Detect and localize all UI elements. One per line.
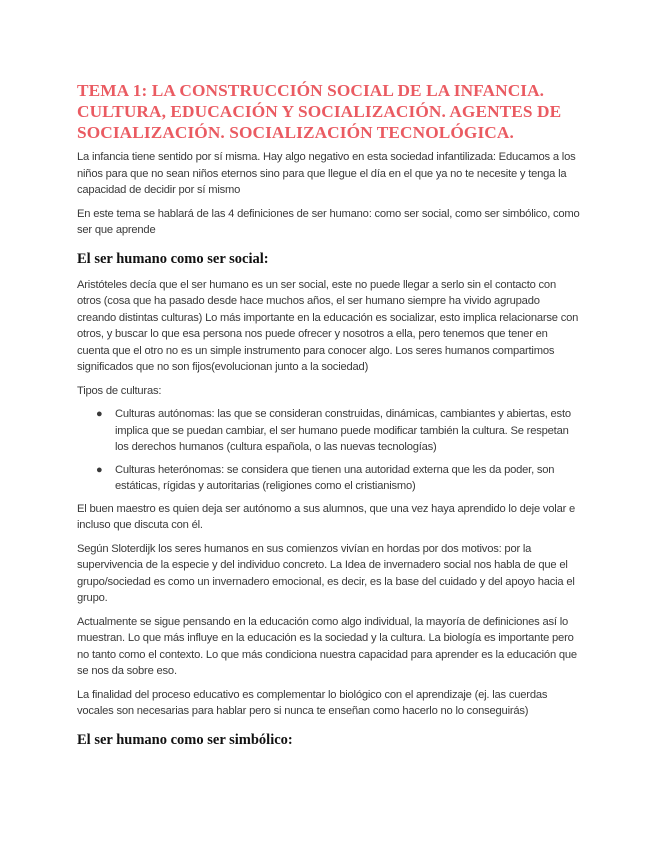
section-heading-social: El ser humano como ser social: bbox=[77, 250, 269, 267]
bullet-dot-icon: ● bbox=[96, 408, 103, 420]
culture-types-label: Tipos de culturas: bbox=[77, 384, 162, 397]
list-item-text: Culturas heterónomas: se considera que tienen una autoridad externa que les da poder, son estáticas, rígidas y autoritarias (religiones como el cristianismo) bbox=[115, 463, 555, 492]
social-paragraph-2: El buen maestro es quien deja ser autónomo a sus alumnos, que una vez haya aprendido lo deje volar e incluso que discuta con él. bbox=[77, 502, 576, 531]
list-item-text: Culturas autónomas: las que se consideran construidas, dinámicas, cambiantes y abiertas, esto implica que se puedan cambiar, el ser humano puede modificar también la cultura. Se respetan los derechos humanos (cultura española, o las nuevas tecnologías) bbox=[115, 408, 571, 453]
document-title: TEMA 1: LA CONSTRUCCIÓN SOCIAL DE LA INFANCIA. CULTURA, EDUCACIÓN Y SOCIALIZACIÓN. AGENTES DE SOCIALIZACIÓN. SOCIALIZACIÓN TECNOLÓGICA. bbox=[77, 81, 562, 142]
social-paragraph-4: Actualmente se sigue pensando en la educación como algo individual, la mayoría de definiciones así lo muestran. Lo que más influye en la educación es la sociedad y la cultura. La biología es importante pero no tanto como el contexto. Lo que más condiciona nuestra capacidad para aprender es la educación que se nos da sobre eso. bbox=[77, 615, 577, 677]
culture-types-list bbox=[77, 406, 580, 495]
intro-paragraph-1: La infancia tiene sentido por sí misma. Hay algo negativo en esta sociedad infantilizada: Educamos a los niños para que no sean niños eternos sino para que llegue el día en el que ya no te necesite y tenga la capacidad de decidir por sí mismo bbox=[77, 151, 576, 196]
section-heading-symbolic: El ser humano como ser simbólico: bbox=[77, 731, 293, 748]
social-paragraph-5: La finalidad del proceso educativo es complementar lo biológico con el aprendizaje (ej. las cuerdas vocales son necesarias para hablar pero si nunca te enseñan como hacerlo no lo conseguirás) bbox=[77, 688, 548, 717]
document-page bbox=[77, 80, 580, 758]
social-paragraph-1: Aristóteles decía que el ser humano es un ser social, este no puede llegar a serlo sin el contacto con otros (cosa que ha pasado desde hace muchos años, el ser humano siempre ha vivido agrupado creando distintas culturas) Lo más importante en la educación es socializar, esto implica relacionarse con otros, y buscar lo que esa persona nos puede ofrecer y nosotros a ella, pero tenemos que tener en cuenta que el otro no es un simple instrumento para conocer algo. Los seres humanos compartimos significados que no son fijos(evolucionan junto a la sociedad) bbox=[77, 278, 579, 373]
list-item bbox=[96, 462, 580, 495]
social-paragraph-3: Según Sloterdijk los seres humanos en sus comienzos vivían en hordas por dos motivos: por la supervivencia de la especie y del individuo concreto. La Idea de invernadero social nos habla de que el grupo/sociedad es como un invernadero emocional, es decir, es la base del cuidado y del apoyo hacia el grupo. bbox=[77, 542, 575, 604]
list-item bbox=[96, 406, 580, 456]
intro-paragraph-2: En este tema se hablará de las 4 definiciones de ser humano: como ser social, como ser simbólico, como ser que aprende bbox=[77, 207, 580, 236]
bullet-dot-icon: ● bbox=[96, 463, 103, 476]
